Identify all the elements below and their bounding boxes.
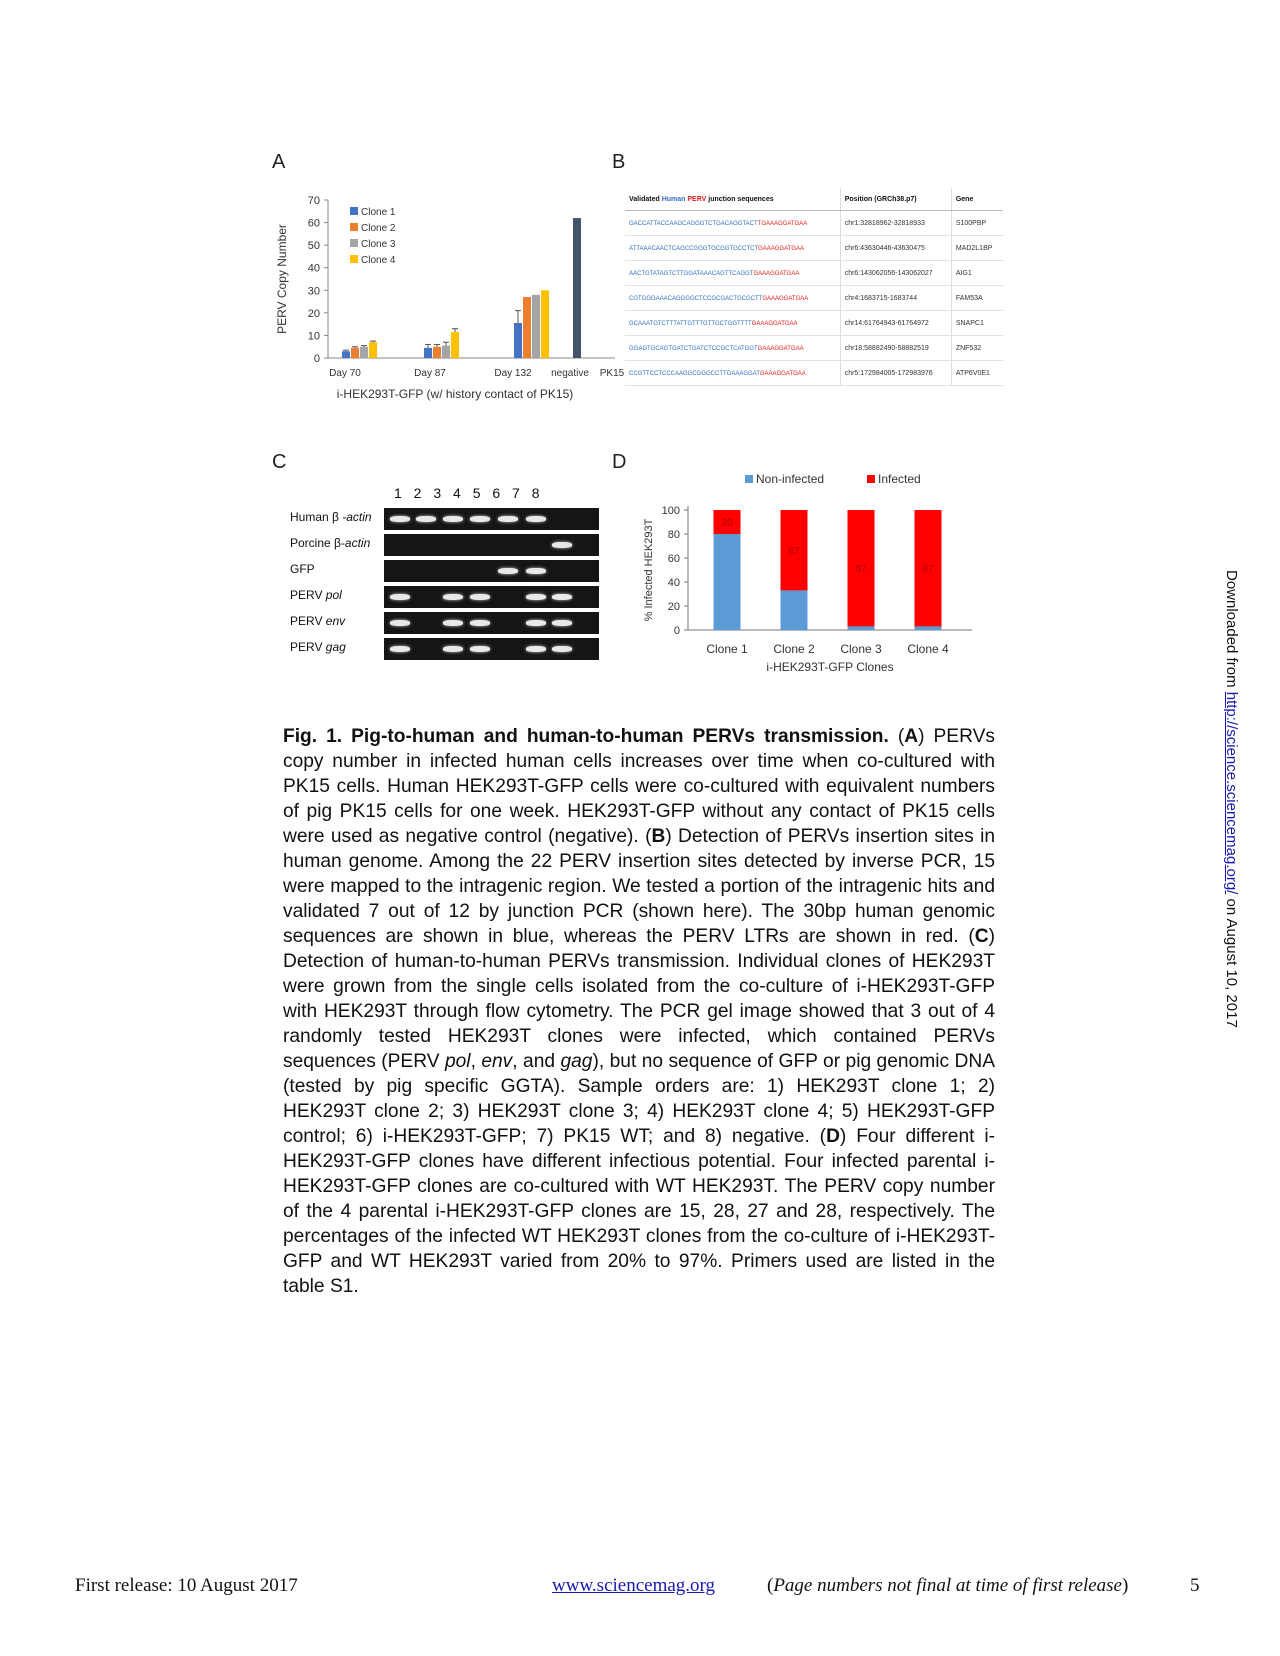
table-row xyxy=(625,336,1003,361)
x-tick-label: negative xyxy=(551,368,589,379)
chart-d xyxy=(630,470,990,685)
bar xyxy=(573,218,581,358)
junction-table xyxy=(625,188,1003,386)
x-tick-label: Clone 2 xyxy=(773,642,815,656)
gel-band xyxy=(552,542,572,548)
bar xyxy=(442,346,450,358)
gel-strip xyxy=(384,534,599,556)
y-tick-label: 30 xyxy=(307,285,320,298)
footer-page-number: 5 xyxy=(1190,1575,1200,1596)
gel-row-label: GFP xyxy=(290,562,315,576)
gene-name: SNAPC1 xyxy=(951,311,1003,336)
legend-label: Clone 2 xyxy=(361,223,396,234)
y-tick-label: 0 xyxy=(313,353,320,365)
table-row xyxy=(625,361,1003,386)
y-tick-label: 50 xyxy=(307,240,320,253)
download-link[interactable]: http://science.sciencemag.org/ xyxy=(1223,691,1240,895)
bar xyxy=(424,348,432,358)
junction-sequence: GCAAATGTCTTTATTGTTTGTTGCTGGTTTTGAAAGGATGAA xyxy=(625,311,840,336)
caption-part-a: PERVs copy number in infected human cells increases over time when co-cultured with PK15 cells. Human HEK293T-GFP cells were co-cultured with equivalent numbers of pig PK15 cells for one week. HEK293T-GFP without any contact of PK15 cells were used as negative control (negative). xyxy=(283,726,995,847)
gel-band xyxy=(470,620,490,626)
gel-band xyxy=(470,594,490,600)
caption-env: env xyxy=(481,1051,513,1072)
x-tick-label: Clone 3 xyxy=(840,642,882,656)
data-label: 20 xyxy=(721,518,733,529)
gel-band xyxy=(390,594,410,600)
gel-band xyxy=(498,516,518,522)
caption-part-c2: ), but no sequence of GFP or pig genomic DNA (tested by pig specific GGTA). Sample orders are: 1) HEK293T clone 1; 2) HEK293T clone 2; 3) HEK293T clone 3; 4) HEK293T clone 4; 5) HEK293T-GFP control; 6) i-HEK293T-GFP; 7) PK15 WT; and 8) negative. xyxy=(283,1051,996,1147)
y-tick-label: 80 xyxy=(667,529,680,541)
table-row xyxy=(625,311,1003,336)
gel-band xyxy=(552,594,572,600)
chart-a xyxy=(270,185,630,405)
x-tick-label: Clone 4 xyxy=(907,642,949,656)
gel-band xyxy=(443,646,463,652)
header-gene: Gene xyxy=(951,188,1003,211)
genome-position: chr14:61764943-61764972 xyxy=(840,311,951,336)
y-tick-label: 40 xyxy=(307,262,320,275)
gel-band xyxy=(390,620,410,626)
gel-strip xyxy=(384,612,599,634)
panel-label-d: D xyxy=(612,451,627,473)
junction-sequence: ATTAAACAACTCAGCCGGGTGCGGTGCCTCTGAAAGGATGAA xyxy=(625,236,840,261)
gel-row-label: Human β -actin xyxy=(290,510,372,524)
gel-band xyxy=(498,568,518,574)
y-axis-label: PERV Copy Number xyxy=(275,224,289,334)
legend-label: Clone 1 xyxy=(361,207,396,218)
bar xyxy=(532,295,540,358)
panel-label-b: B xyxy=(612,151,626,173)
footer-release-date: First release: 10 August 2017 xyxy=(75,1575,298,1596)
gel-strip xyxy=(384,638,599,660)
download-note xyxy=(1223,570,1240,1090)
gel-band xyxy=(526,516,546,522)
gel-band xyxy=(470,646,490,652)
caption-pol: pol xyxy=(444,1051,471,1072)
junction-sequence: CGTGGGAAACAGGGGCTCCGCGACTGCGCTTGAAAGGATGAA xyxy=(625,286,840,311)
bar xyxy=(351,348,359,358)
panel-label-a: A xyxy=(272,151,286,173)
gel-row-label: PERV pol xyxy=(290,588,342,602)
genome-position: chr4:1683715-1683744 xyxy=(840,286,951,311)
gel-strip xyxy=(384,508,599,530)
x-axis-label: i-HEK293T-GFP (w/ history contact of PK15) xyxy=(336,387,574,401)
y-tick-label: 0 xyxy=(673,625,680,637)
y-tick-label: 20 xyxy=(307,307,320,320)
footer-note-text: Page numbers not final at time of first release xyxy=(773,1575,1122,1596)
legend-swatch xyxy=(867,475,875,483)
header-position: Position (GRCh38.p7) xyxy=(840,188,951,211)
legend-swatch xyxy=(350,255,358,263)
gene-name: ATP6V0E1 xyxy=(951,361,1003,386)
junction-sequence: GGAGTGCAGTGATCTGATCTCCGCTCATGGTGAAAGGATGAA xyxy=(625,336,840,361)
x-tick-label: Day 87 xyxy=(414,368,446,379)
stacked-bar xyxy=(714,534,741,630)
gel-band xyxy=(526,646,546,652)
download-note-suffix: on August 10, 2017 xyxy=(1223,894,1240,1028)
gene-name: ZNF532 xyxy=(951,336,1003,361)
gel-band xyxy=(443,516,463,522)
bar xyxy=(541,290,549,358)
legend-label: Infected xyxy=(878,472,921,486)
panel-label-c: C xyxy=(272,451,287,473)
table-row xyxy=(625,286,1003,311)
x-axis-label: i-HEK293T-GFP Clones xyxy=(766,660,894,674)
gel-band xyxy=(552,646,572,652)
junction-sequence: CCGTTCCTCCCAAGGCGGGCCTTGAAAGGATGAAAGGATGAA xyxy=(625,361,840,386)
gene-name: AIG1 xyxy=(951,261,1003,286)
gel-row-label: PERV gag xyxy=(290,640,346,654)
gel-lane-numbers: 1 2 3 4 5 6 7 8 xyxy=(394,485,540,501)
y-tick-label: 20 xyxy=(667,601,680,613)
caption-letter-d: D xyxy=(826,1126,840,1147)
bar xyxy=(433,347,441,358)
genome-position: chr5:172984005-172983976 xyxy=(840,361,951,386)
gene-name: S100PBP xyxy=(951,211,1003,236)
caption-letter-a: A xyxy=(904,726,919,747)
data-label: 67 xyxy=(788,546,800,558)
gel-band xyxy=(390,646,410,652)
genome-position: chr18:58882490-58882519 xyxy=(840,336,951,361)
gel-row-label: Porcine β-actin xyxy=(290,536,371,550)
footer-note: (Page numbers not final at time of first release) xyxy=(767,1575,1129,1596)
download-note-prefix: Downloaded from xyxy=(1223,570,1240,692)
x-tick-label: Clone 1 xyxy=(706,642,748,656)
table-row xyxy=(625,236,1003,261)
caption-title: Fig. 1. Pig-to-human and human-to-human PERVs transmission. xyxy=(283,726,889,747)
gel-row-label: PERV env xyxy=(290,614,346,628)
caption-part-b: Detection of PERVs insertion sites in human genome. Among the 22 PERV insertion sites detected by inverse PCR, 15 were mapped to the intragenic region. We tested a portion of the intragenic hits and validated 7 out of 12 by junction PCR (shown here). The 30bp human genomic sequences are shown in blue, whereas the PERV LTRs are shown in red. xyxy=(283,826,996,947)
x-tick-label: PK15 xyxy=(599,368,625,379)
legend-label: Clone 4 xyxy=(361,255,396,266)
y-tick-label: 60 xyxy=(667,553,680,565)
legend-swatch xyxy=(745,475,753,483)
genome-position: chr6:43630446-43630475 xyxy=(840,236,951,261)
y-tick-label: 100 xyxy=(661,505,680,517)
figure-caption: Fig. 1. Pig-to-human and human-to-human PERVs transmission. (A) PERVs copy number in infected human cells increases over time when co-cultured with PK15 cells. Human HEK293T-GFP cells were co-cultured with equivalent numbers of pig PK15 cells for one week. HEK293T-GFP without any contact of PK15 cells were used as negative control (negative). (B) Detection of PERVs insertion sites in human genome. Among the 22 PERV insertion sites detected by inverse PCR, 15 were mapped to the intragenic region. We tested a portion of the intragenic hits and validated 7 out of 12 by junction PCR (shown here). The 30bp human genomic sequences are shown in blue, whereas the PERV LTRs are shown in red. (C) Detection of human-to-human PERVs transmission. Individual clones of HEK293T were grown from the single cells isolated from the co-culture of i-HEK293T-GFP with HEK293T through flow cytometry. The PCR gel image showed that 3 out of 4 randomly tested HEK293T clones were infected, which contained PERVs sequences (PERV pol, env, and gag), but no sequence of GFP or pig genomic DNA (tested by pig specific GGTA). Sample orders are: 1) HEK293T clone 1; 2) HEK293T clone 2; 3) HEK293T clone 3; 4) HEK293T clone 4; 5) HEK293T-GFP control; 6) i-HEK293T-GFP; 7) PK15 WT; and 8) negative. (D) Four different i-HEK293T-GFP clones have different infectious potential. Four infected parental i-HEK293T-GFP clones are co-cultured with WT HEK293T. The PERV copy number of the 4 parental i-HEK293T-GFP clones are 15, 28, 27 and 28, respectively. The percentages of the infected WT HEK293T clones from the co-culture of i-HEK293T-GFP and WT HEK293T varied from 20% to 97%. Primers used are listed in the table S1. xyxy=(283,726,996,1297)
gel-band xyxy=(443,620,463,626)
stacked-bar xyxy=(915,626,942,630)
legend-swatch xyxy=(350,207,358,215)
caption-letter-b: B xyxy=(651,826,666,847)
gene-name: MAD2L1BP xyxy=(951,236,1003,261)
gel-band xyxy=(443,594,463,600)
gel-band xyxy=(390,516,410,522)
legend-label: Clone 3 xyxy=(361,239,396,250)
gel-strip xyxy=(384,586,599,608)
caption-part-c1: Detection of human-to-human PERVs transmission. Individual clones of HEK293T were grown from the single cells isolated from the co-culture of i-HEK293T-GFP with HEK293T through flow cytometry. The PCR gel image showed that 3 out of 4 randomly tested HEK293T clones were infected, which contained PERVs sequences (PERV xyxy=(283,951,995,1072)
gel-band xyxy=(416,516,436,522)
genome-position: chr1:32818962-32818933 xyxy=(840,211,951,236)
gel-band xyxy=(526,568,546,574)
gel-band xyxy=(552,620,572,626)
legend-label: Non-infected xyxy=(756,472,825,486)
junction-sequence: GACCATTACCAAGCAGGGTCTGACAGGTACTTGAAAGGATGAA xyxy=(625,211,840,236)
junction-sequence: AACTGTATAGTCTTGGATAAACAGTTCAGGTGAAAGGATGAA xyxy=(625,261,840,286)
table-header-row xyxy=(625,188,1003,211)
bar xyxy=(342,351,350,358)
gene-name: FAM53A xyxy=(951,286,1003,311)
stacked-bar xyxy=(848,626,875,630)
bar xyxy=(360,347,368,358)
footer-link-wrap xyxy=(552,1575,715,1597)
table-row xyxy=(625,211,1003,236)
x-tick-label: Day 132 xyxy=(494,368,532,379)
gel-strip xyxy=(384,560,599,582)
footer-link[interactable]: www.sciencemag.org xyxy=(552,1575,716,1596)
gel-band xyxy=(470,516,490,522)
y-axis-label: % Infected HEK293T xyxy=(643,518,655,622)
gel-band xyxy=(526,594,546,600)
data-label: 97 xyxy=(855,564,867,576)
genome-position: chr6:143062056-143062027 xyxy=(840,261,951,286)
caption-letter-c: C xyxy=(974,926,989,947)
x-tick-label: Day 70 xyxy=(329,368,361,379)
gel-band xyxy=(526,620,546,626)
header-sequences: Validated Human PERV junction sequences xyxy=(625,188,840,211)
bar xyxy=(451,332,459,358)
legend-swatch xyxy=(350,239,358,247)
table-row xyxy=(625,261,1003,286)
y-tick-label: 40 xyxy=(667,577,680,589)
y-tick-label: 70 xyxy=(307,195,320,207)
bar xyxy=(369,342,377,358)
y-tick-label: 10 xyxy=(307,330,320,343)
bar xyxy=(514,323,522,358)
legend-swatch xyxy=(350,223,358,231)
caption-part-d: Four different i-HEK293T-GFP clones have different infectious potential. Four infected parental i-HEK293T-GFP clones are co-cultured with WT HEK293T. The PERV copy number of the 4 parental i-HEK293T-GFP clones are 15, 28, 27 and 28, respectively. The percentages of the infected WT HEK293T clones from the co-culture of i-HEK293T-GFP and WT HEK293T varied from 20% to 97%. Primers used are listed in the table S1. xyxy=(283,1126,995,1297)
data-label: 97 xyxy=(922,564,934,576)
y-tick-label: 60 xyxy=(307,217,320,230)
bar xyxy=(523,297,531,358)
caption-gag: gag xyxy=(560,1051,593,1072)
stacked-bar xyxy=(781,590,808,630)
